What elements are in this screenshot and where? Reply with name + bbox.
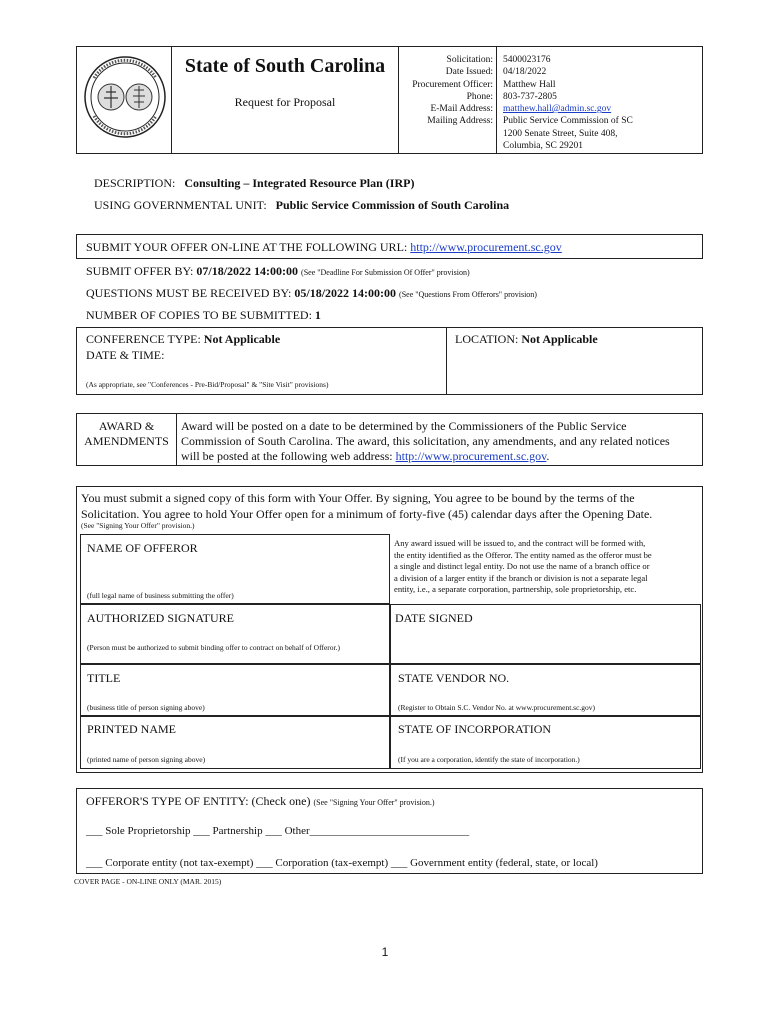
state-seal-logo — [84, 56, 166, 138]
mailing-address-label: Mailing Address: — [427, 116, 493, 127]
cover-page-note: COVER PAGE - ON-LINE ONLY (MAR. 2015) — [74, 877, 222, 886]
signing-line2: Solicitation. You agree to hold Your Offer open for a minimum of forty-five (45) calendar days after the Opening Date. — [81, 506, 653, 521]
offeror-info-line5: entity, i.e., a separate corporation, partnership, sole proprietorship, etc. — [394, 584, 637, 595]
signing-line1: You must submit a signed copy of this form with Your Offer. By signing, You agree to be bound by the terms of the — [81, 491, 635, 505]
date-issued-label: Date Issued: — [445, 67, 493, 78]
unit-row — [94, 198, 509, 213]
header-field-labels — [398, 54, 493, 128]
submit-url-label: SUBMIT YOUR OFFER ON-LINE AT THE FOLLOWING URL: — [86, 240, 408, 254]
page-number: 1 — [381, 945, 389, 959]
state-title: State of South Carolina — [184, 55, 386, 77]
state-of-incorporation-label: STATE OF INCORPORATION — [398, 722, 552, 736]
location-label: LOCATION: — [455, 332, 519, 346]
entity-type-title-row — [86, 794, 435, 809]
title-label: TITLE — [87, 671, 121, 685]
signing-note: (See "Signing Your Offer" provision.) — [81, 521, 195, 530]
award-period: . — [546, 449, 550, 463]
description-value: Consulting – Integrated Resource Plan (IRP) — [184, 176, 415, 190]
award-text-line3-wrap — [181, 449, 701, 464]
questions-row — [86, 286, 537, 301]
award-text-line1: Award will be posted on a date to be determined by the Commissioners of the Public Service — [181, 419, 627, 433]
conference-divider — [446, 327, 447, 395]
state-vendor-no-label: STATE VENDOR NO. — [398, 671, 510, 685]
name-of-offeror-info — [394, 538, 700, 596]
entity-type-options-line2[interactable]: ___ Corporate entity (not tax-exempt) ___ Corporation (tax-exempt) ___ Government entity (federal, state, or local) — [86, 857, 598, 869]
submit-by-row — [86, 264, 470, 279]
header-field-divider — [496, 46, 497, 154]
unit-value: Public Service Commission of South Carolina — [275, 198, 510, 212]
document-type: Request for Proposal — [234, 95, 336, 109]
offeror-info-line3: a single and distinct legal entity. Do not use the name of a branch office or — [394, 561, 650, 572]
award-label-line1: AWARD & — [98, 419, 155, 433]
conference-datetime-label: DATE & TIME: — [86, 348, 165, 362]
copies-row — [86, 308, 321, 323]
location-value: Not Applicable — [521, 332, 598, 346]
mailing-address-line1: Public Service Commission of SC — [503, 116, 633, 127]
award-label — [77, 419, 176, 449]
solicitation-label: Solicitation: — [446, 55, 493, 65]
printed-name-hint: (printed name of person signing above) — [87, 755, 206, 764]
award-divider — [176, 413, 177, 466]
entity-type-note: (See "Signing Your Offer" provision.) — [313, 798, 435, 807]
authorized-signature-hint: (Person must be authorized to submit binding offer to contract on behalf of Offeror.) — [87, 643, 340, 652]
award-text-line3: will be posted at the following web address: — [181, 449, 393, 463]
procurement-officer-label: Procurement Officer: — [412, 79, 493, 90]
entity-type-options-line1[interactable]: ___ Sole Proprietorship ___ Partnership ___ Other_____________________________ — [86, 825, 470, 837]
conference-type-label: CONFERENCE TYPE: — [86, 332, 201, 346]
award-text-line2: Commission of South Carolina. The award, this solicitation, any amendments, and any related notices — [181, 434, 670, 448]
unit-label: USING GOVERNMENTAL UNIT: — [94, 198, 267, 212]
award-text — [181, 419, 701, 464]
conference-type-value: Not Applicable — [203, 332, 281, 346]
email-link[interactable]: matthew.hall@admin.sc.gov — [503, 104, 612, 115]
conference-type-row — [86, 332, 280, 347]
copies-value: 1 — [314, 308, 321, 322]
copies-label: NUMBER OF COPIES TO BE SUBMITTED: — [86, 308, 312, 322]
offeror-info-line1: Any award issued will be issued to, and the contract will be formed with, — [394, 538, 646, 548]
date-issued: 04/18/2022 — [503, 67, 547, 78]
entity-type-title: OFFEROR'S TYPE OF ENTITY: (Check one) — [86, 794, 311, 808]
date-signed-label: DATE SIGNED — [395, 611, 473, 625]
submit-url-link[interactable]: http://www.procurement.sc.gov — [410, 240, 562, 254]
questions-value: 05/18/2022 14:00:00 — [294, 286, 397, 300]
submit-url-row — [86, 240, 562, 255]
submit-by-label: SUBMIT OFFER BY: — [86, 264, 194, 278]
header-field-values — [503, 54, 703, 152]
phone: 803-737-2805 — [503, 91, 557, 102]
questions-label: QUESTIONS MUST BE RECEIVED BY: — [86, 286, 292, 300]
description-row — [94, 176, 414, 191]
signing-instructions — [81, 491, 701, 522]
state-vendor-no-hint: (Register to Obtain S.C. Vendor No. at www.procurement.sc.gov) — [398, 703, 596, 712]
printed-name-label: PRINTED NAME — [87, 722, 176, 736]
offeror-info-line2: the entity identified as the Offeror. The entity named as the offeror must be — [394, 549, 652, 560]
location-row — [455, 332, 598, 347]
email-label: E-Mail Address: — [430, 104, 493, 115]
questions-note: (See "Questions From Offerors" provision) — [399, 290, 537, 299]
offeror-info-line4: a division of a larger entity if the branch or division is not a separate legal — [394, 572, 648, 583]
conference-note: (As appropriate, see "Conferences - Pre-Bid/Proposal" & "Site Visit" provisions) — [86, 380, 329, 389]
submit-by-value: 07/18/2022 14:00:00 — [196, 264, 299, 278]
solicitation-number: 5400023176 — [503, 55, 551, 65]
description-label: DESCRIPTION: — [94, 176, 176, 190]
state-of-incorporation-hint: (If you are a corporation, identify the state of incorporation.) — [398, 755, 580, 764]
title-hint: (business title of person signing above) — [87, 703, 205, 712]
name-of-offeror-label: NAME OF OFFEROR — [87, 541, 198, 555]
award-url-link[interactable]: http://www.procurement.sc.gov — [395, 449, 547, 463]
procurement-officer: Matthew Hall — [503, 79, 556, 90]
mailing-address-line2: 1200 Senate Street, Suite 408, — [503, 128, 618, 139]
phone-label: Phone: — [466, 91, 493, 102]
mailing-address-line3: Columbia, SC 29201 — [503, 141, 583, 152]
name-of-offeror-hint: (full legal name of business submitting the offer) — [87, 591, 234, 600]
award-label-line2: AMENDMENTS — [84, 434, 169, 448]
authorized-signature-label: AUTHORIZED SIGNATURE — [87, 611, 234, 625]
submit-by-note: (See "Deadline For Submission Of Offer" provision) — [301, 268, 470, 277]
